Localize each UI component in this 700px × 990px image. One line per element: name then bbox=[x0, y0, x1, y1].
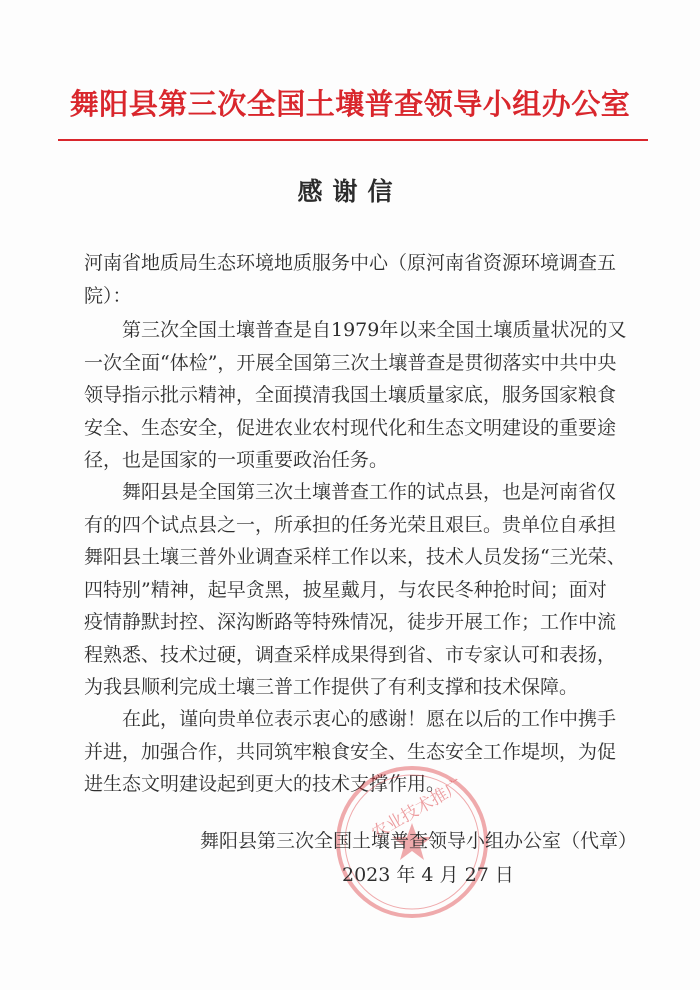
salutation-line: 河南省地质局生态环境地质服务中心（原河南省资源环境调查五 bbox=[84, 252, 617, 274]
paragraph-line: 疫情静默封控、深沟断路等特殊情况，徒步开展工作；工作中流 bbox=[84, 611, 617, 633]
paragraph-line: 安全、生态安全，促进农业农村现代化和生态文明建设的重要途 bbox=[84, 416, 617, 439]
salutation bbox=[84, 247, 624, 312]
paragraph-line: 舞阳县土壤三普外业调查采样工作以来，技术人员发扬“三光荣、 bbox=[84, 546, 626, 568]
salutation-line: 院）： bbox=[84, 284, 132, 307]
paragraph-line: 并进，加强合作，共同筑牢粮食安全、生态安全工作堤坝，为促 bbox=[84, 740, 617, 763]
paragraph-line: 舞阳县是全国第三次土壤普查工作的试点县，也是河南省仅 bbox=[122, 481, 617, 503]
header-divider bbox=[58, 139, 648, 141]
paragraph-line: 在此，谨向贵单位表示衷心的感谢！愿在以后的工作中携手 bbox=[122, 708, 617, 730]
paragraph-line: 四特别”精神，起早贪黑，披星戴月，与农民冬种抢时间；面对 bbox=[84, 578, 607, 601]
paragraph-line: 径，也是国家的一项重要政治任务。 bbox=[84, 449, 389, 471]
paragraph-line: 第三次全国土壤普查是自1979年以来全国土壤质量状况的又 bbox=[122, 319, 627, 341]
paragraph-line: 领导指示批示精神，全面摸清我国土壤质量家底，服务国家粮食 bbox=[84, 384, 617, 406]
paragraph-line: 为我县顺利完成土壤三普工作提供了有利支撑和技术保障。 bbox=[84, 676, 579, 698]
paragraph-line: 进生态文明建设起到更大的技术支撑作用。 bbox=[84, 773, 446, 795]
org-header-title: 舞阳县第三次全国土壤普查领导小组办公室 bbox=[69, 87, 631, 121]
paragraph-2 bbox=[84, 476, 624, 704]
document-title: 感谢信 bbox=[297, 177, 403, 206]
paragraph-1 bbox=[84, 314, 627, 477]
signature-date: 2023 年 4 月 27 日 bbox=[342, 864, 514, 886]
signature: 舞阳县第三次全国土壤普查领导小组办公室（代章） bbox=[200, 830, 638, 852]
paragraph-line: 有的四个试点县之一，所承担的任务光荣且艰巨。贵单位自承担 bbox=[84, 513, 617, 536]
paragraph-line: 一次全面“体检”，开展全国第三次土壤普查是贯彻落实中共中央 bbox=[84, 351, 617, 374]
seal-text: 农业技术推广 bbox=[368, 775, 467, 844]
paragraph-line: 程熟悉、技术过硬，调查采样成果得到省、市专家认可和表扬， bbox=[84, 643, 617, 666]
